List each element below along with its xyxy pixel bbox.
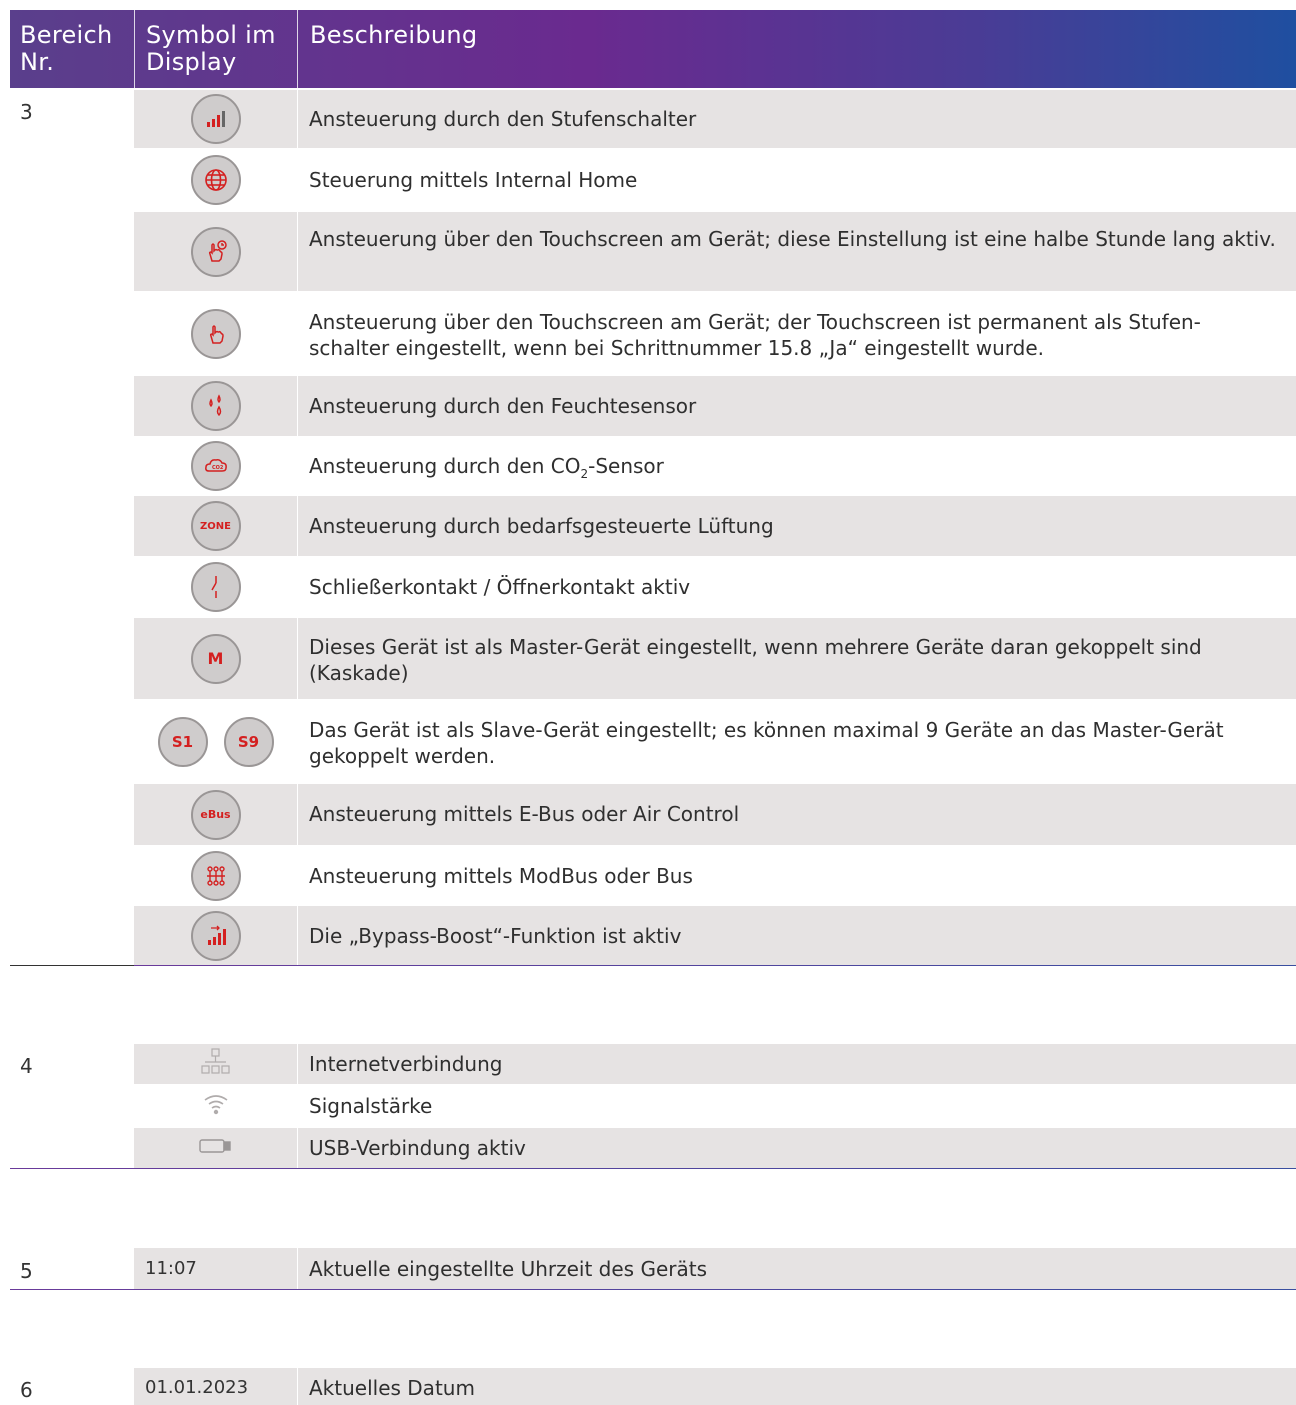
row-description: Schließerkontakt / Öffnerkontakt aktiv <box>309 575 691 599</box>
header-divider <box>134 10 135 88</box>
touch-hand-icon <box>191 309 241 359</box>
humidity-drops-icon <box>191 381 241 431</box>
header-col-symbol: Symbol im Display <box>146 21 276 76</box>
bypass-boost-icon <box>191 911 241 961</box>
zone-icon: ZONE <box>191 501 241 551</box>
row-description: Aktuelles Datum <box>309 1376 475 1400</box>
co2-cloud-icon <box>191 441 241 491</box>
table-row <box>134 438 1296 494</box>
table-row <box>134 701 1296 782</box>
section-divider <box>10 1168 1296 1169</box>
row-description: Internetverbindung <box>309 1052 503 1076</box>
row-description: Das Gerät ist als Slave-Gerät eingestellt; es können maximal 9 Geräte an das Master-Gerät gekoppelt werden. <box>309 718 1224 768</box>
table-row <box>134 1368 1296 1405</box>
table-row <box>134 90 1296 148</box>
table-row <box>134 376 1296 436</box>
touch-hand-timer-icon <box>191 227 241 277</box>
row-description: Ansteuerung durch den $CO_2$-Sensor <box>309 454 664 481</box>
table-row <box>134 1044 1296 1084</box>
table-row <box>134 212 1296 291</box>
ebus-icon: eBus <box>191 790 241 840</box>
modbus-network-icon <box>191 851 241 901</box>
date-value: 01.01.2023 <box>145 1377 249 1398</box>
slave-s1-icon: S1 <box>158 717 208 767</box>
globe-icon <box>191 155 241 205</box>
section-number: 5 <box>20 1259 33 1283</box>
section-number: 6 <box>20 1378 33 1402</box>
header-col-bereich: Bereich Nr. <box>20 21 113 76</box>
row-description: Ansteuerung durch den Feuchtesensor <box>309 394 697 418</box>
table-row <box>134 906 1296 966</box>
master-icon: M <box>191 634 241 684</box>
table-row <box>134 1248 1296 1289</box>
row-description: USB-Verbindung aktiv <box>309 1136 526 1160</box>
row-description: Ansteuerung über den Touchscreen am Gerät; der Touchscreen ist permanent als Stufen-schalter eingestellt, wenn bei Schrittnummer 15.8 „Ja“ eingestellt wurde. <box>309 310 1201 360</box>
row-description: Ansteuerung durch den Stufenschalter <box>309 107 697 131</box>
table-row <box>134 847 1296 904</box>
section-divider <box>10 965 134 966</box>
row-description: Dieses Gerät ist als Master-Gerät eingestellt, wenn mehrere Geräte daran gekoppelt sind (Kaskade) <box>309 635 1202 685</box>
section-divider <box>10 1289 1296 1290</box>
table-row <box>134 558 1296 616</box>
table-row <box>134 150 1296 210</box>
table-header <box>10 10 1296 88</box>
section-number: 4 <box>20 1054 33 1078</box>
section-divider <box>134 965 1296 966</box>
usb-icon <box>196 1136 236 1160</box>
row-description: Die „Bypass-Boost“-Funktion ist aktiv <box>309 924 682 948</box>
table-row <box>134 784 1296 845</box>
table-row <box>134 1128 1296 1168</box>
row-description: Signalstärke <box>309 1094 433 1118</box>
row-description: Ansteuerung durch bedarfsgesteuerte Lüftung <box>309 514 774 538</box>
table-row <box>134 1086 1296 1126</box>
row-description: Ansteuerung mittels E-Bus oder Air Control <box>309 802 740 826</box>
section-number: 3 <box>20 100 33 124</box>
wifi-icon <box>201 1092 231 1120</box>
slave-s9-icon: S9 <box>224 717 274 767</box>
header-divider <box>297 10 298 88</box>
row-description: Ansteuerung über den Touchscreen am Gerät; diese Einstellung ist eine halbe Stunde lang aktiv. <box>309 227 1276 251</box>
row-description: Steuerung mittels Internal Home <box>309 168 638 192</box>
contact-switch-icon <box>191 562 241 612</box>
row-description: Aktuelle eingestellte Uhrzeit des Geräts <box>309 1257 707 1281</box>
signal-bars-icon <box>191 94 241 144</box>
row-description: Ansteuerung mittels ModBus oder Bus <box>309 864 693 888</box>
table-row <box>134 618 1296 699</box>
table-row <box>134 293 1296 374</box>
time-value: 11:07 <box>145 1258 197 1279</box>
network-icon <box>199 1046 233 1082</box>
table-row <box>134 496 1296 556</box>
svg-text:CO2: CO2 <box>211 465 223 471</box>
header-col-beschreibung: Beschreibung <box>310 21 478 49</box>
